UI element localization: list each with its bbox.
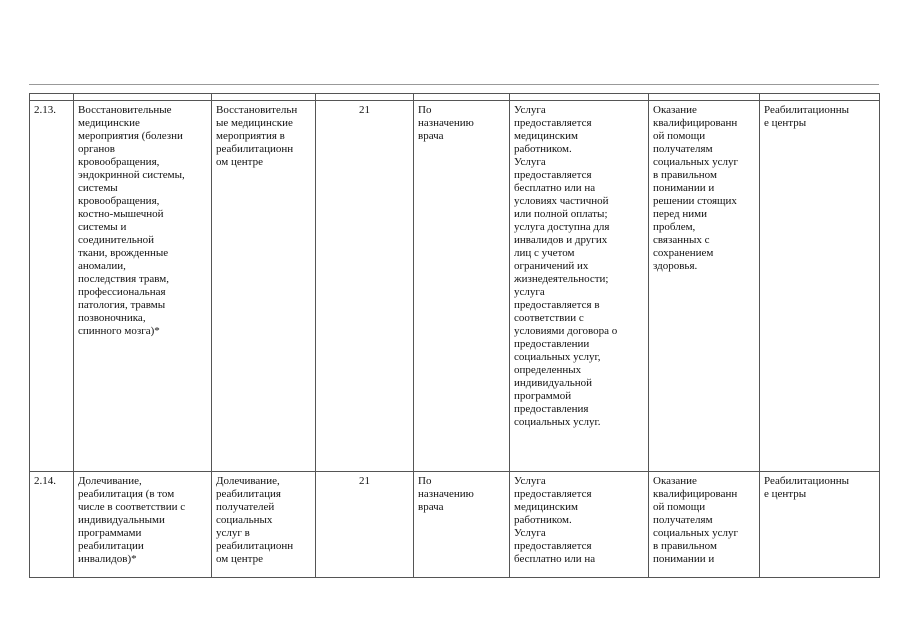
- service-type: Долечивание, реабилитация получателей социальных услуг в реабилитационн ом центре: [212, 472, 316, 578]
- services-table: [29, 93, 880, 578]
- service-condition: По назначению врача: [414, 472, 510, 578]
- service-count: 21: [316, 472, 414, 578]
- service-name: Восстановительные медицинские мероприятия (болезни органов кровообращения, эндокринной системы, системы кровообращения, костно-мышечной системы и соединительной ткани, врожденные аномалии, последствия травм, профессиональная патология, травмы позвоночника, спинного мозга)*: [74, 101, 212, 472]
- service-result: Оказание квалифицированн ой помощи получателям социальных услуг в правильном понимании и: [649, 472, 760, 578]
- table-row: [30, 101, 880, 472]
- service-name: Долечивание, реабилитация (в том числе в соответствии с индивидуальными программами реабилитации инвалидов)*: [74, 472, 212, 578]
- service-type: Восстановительн ые медицинские мероприятия в реабилитационн ом центре: [212, 101, 316, 472]
- header-rule: [29, 84, 879, 85]
- service-provision: Услуга предоставляется медицинским работником. Услуга предоставляется бесплатно или на: [510, 472, 649, 578]
- service-condition: По назначению врача: [414, 101, 510, 472]
- service-provider: Реабилитационны е центры: [760, 472, 880, 578]
- table-header-spacer: [30, 94, 880, 101]
- service-result: Оказание квалифицированн ой помощи получателям социальных услуг в правильном понимании и решении стоящих перед ними проблем, связанных с сохранением здоровья.: [649, 101, 760, 472]
- service-count: 21: [316, 101, 414, 472]
- row-number: 2.13.: [30, 101, 74, 472]
- table-row: [30, 472, 880, 578]
- service-provider: Реабилитационны е центры: [760, 101, 880, 472]
- row-number: 2.14.: [30, 472, 74, 578]
- service-provision: Услуга предоставляется медицинским работником. Услуга предоставляется бесплатно или на условиях частичной или полной оплаты; услуга доступна для инвалидов и других лиц с учетом ограничений их жизнедеятельности; услуга предоставляется в соответствии с условиями договора о предоставлении социальных услуг, определенных индивидуальной программой предоставления социальных услуг.: [510, 101, 649, 472]
